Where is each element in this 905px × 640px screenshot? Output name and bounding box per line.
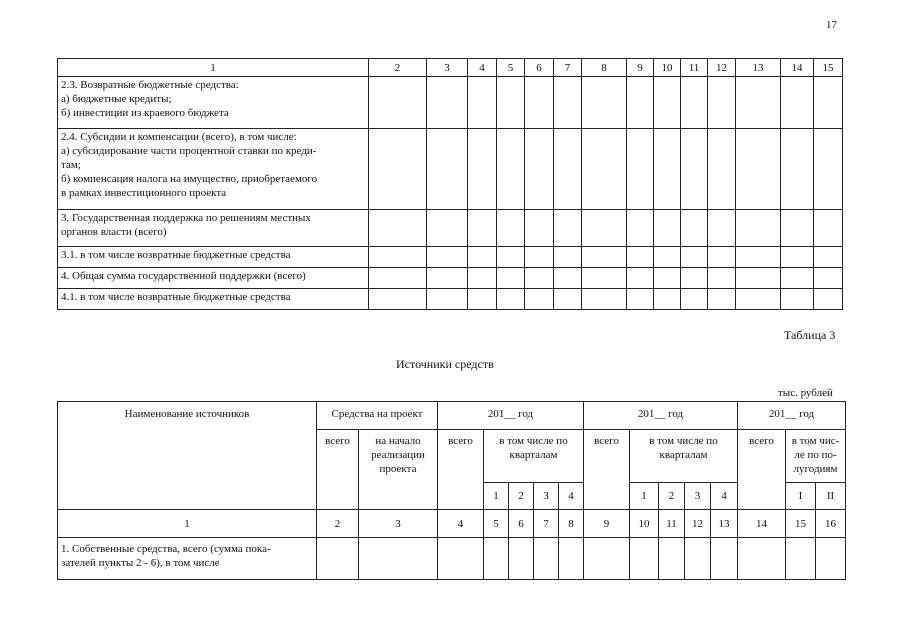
header-line: кварталам — [659, 449, 708, 461]
quarter-header: 4 — [559, 483, 584, 510]
column-number: 2 — [317, 510, 359, 538]
half-header: II — [816, 483, 846, 510]
table-row — [58, 538, 846, 580]
row-label — [58, 289, 369, 310]
row-label-line: в рамках инвестиционного проекта — [61, 187, 227, 199]
column-number: 15 — [814, 59, 843, 77]
table-row — [58, 210, 843, 247]
row-label-line: б) инвестиции из краевого бюджета — [61, 107, 229, 119]
quarter-header: 1 — [484, 483, 509, 510]
total-header: всего — [438, 430, 484, 510]
quarter-header: 3 — [534, 483, 559, 510]
quarter-header: 3 — [685, 483, 711, 510]
year-header: 201__ год — [738, 402, 846, 430]
row-label-line: там; — [61, 159, 81, 171]
total-header: всего — [584, 430, 630, 510]
table-title: Источники средств — [396, 357, 494, 371]
row-label-line: б) компенсация налога на имущество, приобретаемого — [61, 173, 318, 185]
row-label-line: 3.1. в том числе возвратные бюджетные средства — [61, 249, 291, 261]
quarter-header: 1 — [630, 483, 659, 510]
total-header: всего — [317, 430, 359, 510]
column-number: 11 — [659, 510, 685, 538]
column-number: 6 — [525, 59, 554, 77]
column-number: 13 — [711, 510, 738, 538]
page-number: 17 — [826, 19, 837, 31]
quarter-header: 4 — [711, 483, 738, 510]
row-label-line: органов власти (всего) — [61, 226, 167, 238]
column-number: 1 — [58, 510, 317, 538]
sources-table — [57, 401, 846, 580]
header-line: кварталам — [509, 449, 558, 461]
column-number: 8 — [559, 510, 584, 538]
row-label — [58, 268, 369, 289]
column-number: 8 — [582, 59, 627, 77]
column-number: 4 — [438, 510, 484, 538]
support-table — [57, 58, 843, 310]
table-row — [58, 289, 843, 310]
row-label-line: 4.1. в том числе возвратные бюджетные средства — [61, 291, 291, 303]
project-funds-header: Средства на проект — [317, 402, 438, 430]
column-number: 2 — [369, 59, 427, 77]
table-header-row — [58, 59, 843, 77]
by-quarters-header — [630, 430, 738, 483]
row-label — [58, 129, 369, 210]
row-label-line: 2.3. Возвратные бюджетные средства: — [61, 79, 239, 91]
row-label-line: 3. Государственная поддержка по решениям местных — [61, 212, 311, 224]
header-line: лугодиям — [793, 463, 838, 475]
quarter-header: 2 — [659, 483, 685, 510]
column-number: 5 — [497, 59, 525, 77]
column-number: 10 — [630, 510, 659, 538]
row-label — [58, 247, 369, 268]
column-number: 4 — [468, 59, 497, 77]
column-number: 9 — [584, 510, 630, 538]
row-label-line: 1. Собственные средства, всего (сумма пока- — [61, 543, 271, 555]
header-row — [58, 402, 846, 430]
header-line: на начало — [375, 435, 421, 447]
row-label-line: зателей пункты 2 - 6), в том числе — [61, 557, 220, 569]
row-label — [58, 210, 369, 247]
by-halves-header — [786, 430, 846, 483]
table-row — [58, 77, 843, 129]
units-label: тыс. рублей — [778, 387, 833, 399]
table-label: Таблица 3 — [784, 328, 836, 342]
row-label-line: а) бюджетные кредиты; — [61, 93, 172, 105]
column-number: 9 — [627, 59, 654, 77]
row-label — [58, 77, 369, 129]
header-line: реализации — [371, 449, 425, 461]
table-row — [58, 268, 843, 289]
column-number: 1 — [58, 59, 369, 77]
column-number: 12 — [708, 59, 736, 77]
column-number: 13 — [736, 59, 781, 77]
column-number: 3 — [359, 510, 438, 538]
column-number: 14 — [781, 59, 814, 77]
by-quarters-header — [484, 430, 584, 483]
column-number: 7 — [534, 510, 559, 538]
row-label-line: 2.4. Субсидии и компенсации (всего), в том числе: — [61, 131, 297, 143]
half-header: I — [786, 483, 816, 510]
header-line: в том числе по — [499, 435, 568, 447]
column-number: 6 — [509, 510, 534, 538]
column-number: 11 — [681, 59, 708, 77]
column-number: 12 — [685, 510, 711, 538]
table-row — [58, 247, 843, 268]
year-header: 201__ год — [438, 402, 584, 430]
column-number: 10 — [654, 59, 681, 77]
number-row — [58, 510, 846, 538]
header-line: проекта — [379, 463, 417, 475]
quarter-header: 2 — [509, 483, 534, 510]
column-number: 7 — [554, 59, 582, 77]
row-label — [58, 538, 317, 580]
column-number: 3 — [427, 59, 468, 77]
header-line: в том чис- — [791, 435, 840, 447]
column-number: 5 — [484, 510, 509, 538]
row-label-line: 4. Общая сумма государственной поддержки (всего) — [61, 270, 306, 282]
at-start-header — [359, 430, 438, 510]
column-number: 16 — [816, 510, 846, 538]
year-header: 201__ год — [584, 402, 738, 430]
total-header: всего — [738, 430, 786, 510]
table-row — [58, 129, 843, 210]
sources-name-header: Наименование источников — [58, 402, 317, 510]
column-number: 14 — [738, 510, 786, 538]
header-line: в том числе по — [649, 435, 718, 447]
row-label-line: а) субсидирование части процентной ставки по креди- — [61, 145, 317, 157]
column-number: 15 — [786, 510, 816, 538]
header-line: ле по по- — [794, 449, 837, 461]
